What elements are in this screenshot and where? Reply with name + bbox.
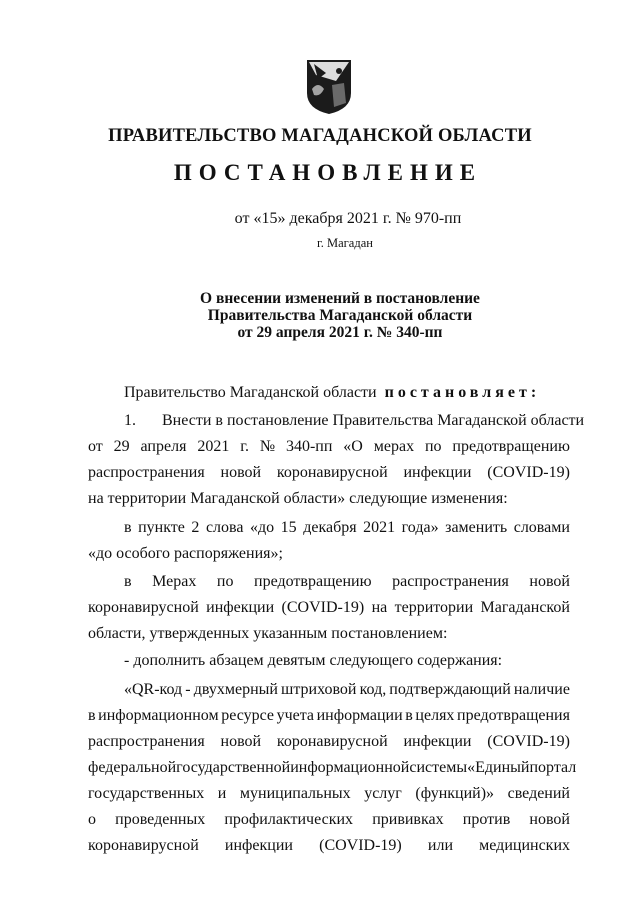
word: предотвращению — [452, 438, 570, 455]
justified-line — [124, 681, 570, 699]
word: новой — [220, 733, 262, 750]
word: (COVID-19) — [487, 733, 570, 750]
word: 2021 — [363, 519, 396, 536]
paragraph-number: 1. — [124, 412, 136, 429]
word: по — [424, 438, 442, 455]
word: инфекции — [224, 837, 293, 854]
word: коронавирусной — [276, 464, 388, 481]
word: профилактических — [224, 811, 354, 828]
word: «QR-код — [124, 681, 183, 698]
word: Мерах — [152, 573, 197, 590]
word: по — [216, 573, 234, 590]
justified-line — [124, 519, 570, 537]
coat-of-arms-icon — [306, 59, 352, 115]
paragraph-line: области, утвержденных указанным постановлением: — [88, 625, 448, 642]
word: проведенных — [115, 811, 206, 828]
word: словами — [513, 519, 570, 536]
word: распространения — [88, 733, 205, 750]
word: № — [259, 438, 276, 455]
word: предотвращению — [254, 573, 372, 590]
word: в — [124, 573, 132, 590]
word: услуг — [364, 785, 402, 802]
document-city: г. Магадан — [317, 236, 373, 250]
word: инфекции — [403, 464, 472, 481]
paragraph-line: Внести в постановление Правительства Магаданской области — [162, 412, 585, 429]
justified-line — [88, 837, 570, 855]
paragraph-line: на территории Магаданской области» следующие изменения: — [88, 490, 508, 507]
word: и — [217, 785, 227, 802]
word: 2021 — [197, 438, 230, 455]
word: (функций)» — [415, 785, 495, 802]
word: апреля — [140, 438, 187, 455]
word: новой — [529, 811, 570, 828]
word: в — [405, 707, 413, 724]
word: инфекции — [403, 733, 472, 750]
document-subject — [0, 290, 640, 341]
subject-line: Правительства Магаданской области — [207, 307, 473, 324]
justified-line — [88, 785, 570, 803]
word: «О — [343, 438, 363, 455]
word: на — [371, 599, 388, 616]
word: г. — [240, 438, 249, 455]
word: подтверждающий — [389, 681, 511, 698]
word: ресурсе — [221, 707, 274, 724]
word: слова — [205, 519, 244, 536]
word: «до — [250, 519, 275, 536]
word: в — [88, 707, 96, 724]
word: (COVID-19) — [487, 464, 570, 481]
word: (COVID-19) — [281, 599, 365, 616]
document-type: ПОСТАНОВЛЕНИЕ — [173, 160, 483, 185]
word: государственной — [176, 759, 291, 776]
word: новой — [220, 464, 262, 481]
word: 15 — [280, 519, 297, 536]
word: или — [427, 837, 454, 854]
word: медицинских — [479, 837, 570, 854]
word: года» — [401, 519, 439, 536]
word: коронавирусной — [88, 837, 199, 854]
intro-verb: постановляет: — [384, 384, 541, 401]
word: мерах — [373, 438, 415, 455]
paragraph-line: «до особого распоряжения»; — [88, 545, 283, 562]
word: в — [124, 519, 132, 536]
word: распространения — [392, 573, 509, 590]
word: коронавирусной — [88, 599, 199, 616]
word: сведений — [507, 785, 570, 802]
word: против — [462, 811, 511, 828]
word: декабря — [303, 519, 357, 536]
word: штриховой — [281, 681, 357, 698]
word: новой — [529, 573, 570, 590]
word: портал — [529, 759, 577, 776]
word: коронавирусной — [276, 733, 388, 750]
word: федеральной — [88, 759, 177, 776]
word: информационном — [98, 707, 219, 724]
word: двухмерный — [193, 681, 278, 698]
justified-line — [88, 733, 570, 751]
subject-line: О внесении изменений в постановление — [200, 290, 480, 307]
word: учета — [276, 707, 315, 724]
intro-prefix: Правительство Магаданской области — [124, 384, 377, 401]
word: информационной — [290, 759, 410, 776]
word: Магаданской — [480, 599, 570, 616]
word: пункте — [138, 519, 185, 536]
paragraph-line: - дополнить абзацем девятым следующего содержания: — [124, 652, 503, 669]
word: распространения — [88, 464, 205, 481]
word: предотвращения — [457, 707, 570, 724]
word: территории — [394, 599, 474, 616]
justified-line — [88, 599, 570, 617]
word: муниципальных — [239, 785, 351, 802]
word: о — [88, 811, 96, 828]
word: «Единый — [467, 759, 530, 776]
word: 29 — [113, 438, 130, 455]
word: целях — [415, 707, 455, 724]
justified-line — [88, 759, 577, 777]
word: инфекции — [206, 599, 275, 616]
subject-line: от 29 апреля 2021 г. № 340-пп — [237, 324, 443, 341]
word: заменить — [445, 519, 508, 536]
word: информации — [316, 707, 403, 724]
word: код, — [359, 681, 387, 698]
justified-line — [88, 707, 570, 725]
intro-paragraph — [124, 384, 540, 402]
word: - — [185, 681, 191, 698]
government-name: ПРАВИТЕЛЬСТВО МАГАДАНСКОЙ ОБЛАСТИ — [108, 126, 532, 146]
justified-line — [88, 438, 570, 456]
word: государственных — [88, 785, 205, 802]
justified-line — [88, 464, 570, 482]
document-date-number: от «15» декабря 2021 г. № 970-пп — [234, 210, 462, 227]
word: наличие — [513, 681, 570, 698]
justified-line — [88, 811, 570, 829]
word: 2 — [191, 519, 200, 536]
word: 340-пп — [285, 438, 333, 455]
word: (COVID-19) — [319, 837, 402, 854]
justified-line — [124, 573, 570, 591]
word: системы — [409, 759, 468, 776]
word: от — [88, 438, 103, 455]
word: прививках — [372, 811, 444, 828]
